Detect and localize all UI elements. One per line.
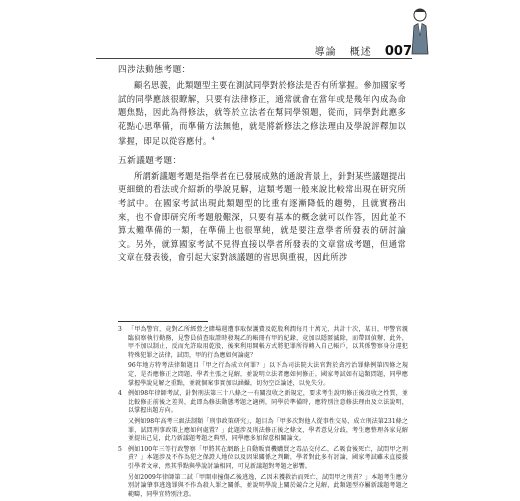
section-heading-5: 五新議題考題： (118, 155, 182, 166)
footnote: 3 「甲為警官，竟對乙所經營之賭場週遭事取保護費及乾股利潤每月十萬元，共計十次，某日，甲警官親臨偵察執行勤務，見警員偵查取證時發現乙的帳冊有甲的紀錄，竟加以隱匿滅除，而帶回偵辦，此外，甲不加以制止，反而允許取用乾股，後來利用開帳方式將犯罪所得轉入自己帳戶，以其係警察身分違犯特殊犯罪之法律，試問，甲的行為應如何論處？ (118, 326, 408, 359)
footnote: 4 例如98年律師考試，針對刑法第三十八條之一有關沒收之新規定，要求考生說明修正後沒收之性質，並比較修正前後之差異，此即為修法動態考題之適例，同學於準備時，應特別注意修法理由及立法說明，以掌握出題方向。 (118, 390, 408, 415)
footnote: 另如2009年律師第二試「甲開車撞傷乙後逃逸，乙因未獲救治而死亡，試問甲之刑責？」本題考生應分別討論肇事逃逸罪與不作為殺人罪之關係，並說明學說上關於競合之見解，此類題型亦屬新議題考題之範疇，同學宜特別注意。 (128, 473, 408, 498)
footnote: 96年地方特考法律類題目「甲之行為成立何罪？」以下為司法院大法官對於貪污治罪條例第四條之規定，是否應修正之問題，學者主張之見解，並說明立法者應如何修正。國家考試如有這類問題，同學應掌握學說見解之重點，並就個案事實加以涵攝，切勿空泛論述，以免失分。 (128, 362, 408, 387)
footnotes (118, 326, 408, 501)
footnote-ref-4: 4 (211, 136, 215, 143)
page-header (96, 40, 412, 60)
section-paragraph-5: 所謂新議題考題是指學者在已發展成熟的通說背景上，針對某些議題提出更細緻的看法或介紹新的學說見解，這類考題一般來說比較常出現在研究所考試中。在國家考試出現此類題型的比重有逐漸降低的趨勢，且就實務出來，也不會即研究所考題般艱深，只要有基本的概念就可以作答，因此並不算太難準備的一類，在準備上也很單純，就是要注意學者所發表的研討論文。另外，就算國家考試不見得直接以學者所發表的文章當成考題，但通常文章在發表後，會引起大家對該議題的省思與重視，因此所涉 (118, 170, 406, 263)
page-number: 007 (384, 44, 412, 59)
footnote: 5 例如100年三等行政警察「甲將其在網路上自動販賣機購買之毒品交付乙，乙吸食後死亡，試問甲之刑責？」本題涉及不作為犯之保證人地位以及因果關係之判斷，學者對此多有討論，國家考試雖未直接援引學者文章，然其爭點與學說討論相同，可見新議題對考題之影響。 (118, 445, 408, 470)
footnote: 又例如98年高考三級法制類「刑事政策研究」，題目為「甲多次對他人從事性交易，成立刑法第231條之罪，試問刑事政策上應如何處置？」此題涉及刑法修正後之條文，學者意見分歧，考生應整理各家見解並提出己見，此乃新議題考題之典型，同學應多加留意相關論文。 (128, 417, 408, 443)
section-paragraph-4: 顧名思義，此類題型主要在測試同學對於修法是否有所掌握。參加國家考試的同學應該很瞭解，只要有法律修正，通常就會在當年或是幾年內成為命題焦點，因此為得修法，就等於立法者在幫同學領題，從而，同學對此應多花點心思準備，而準備方法無他，就是將新修法之修法理由及學說評釋加以掌握，即足以從容應付。$^4$ (118, 80, 406, 147)
chapter-label: 導論 (314, 47, 337, 58)
footnote-rule (118, 321, 208, 322)
main-content (118, 64, 406, 271)
section-label: 概述 (349, 47, 372, 58)
header-rule (96, 58, 412, 59)
section-heading-4: 四涉法動態考題： (118, 65, 191, 75)
